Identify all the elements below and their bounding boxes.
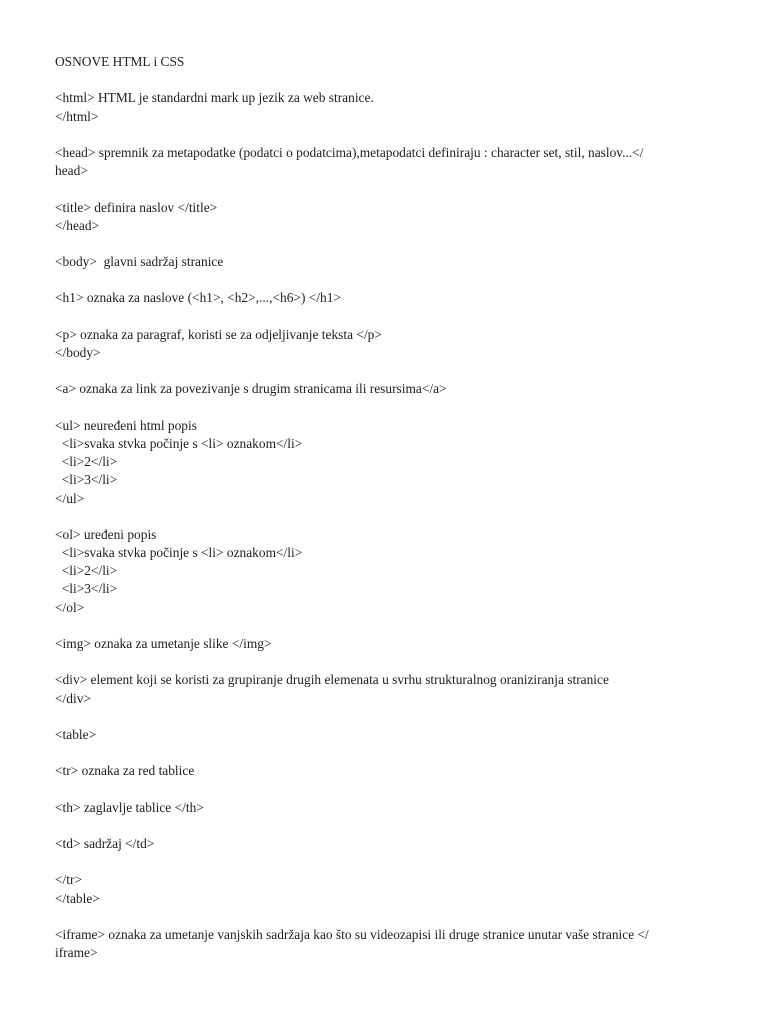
text-line: </body>	[55, 345, 101, 360]
text-line: <tr> oznaka za red tablice	[55, 763, 195, 779]
text-line: </head>	[55, 217, 100, 233]
text-line: </ol>	[55, 599, 85, 615]
text-line: <iframe> oznaka za umetanje vanjskih sadržaja kao što su videozapisi ili druge stranice unutar vaše stranice </	[55, 927, 649, 942]
text-section	[55, 199, 725, 235]
text-line: <li>2</li>	[55, 454, 118, 470]
paragraph-gap	[55, 508, 725, 526]
text-section	[55, 526, 725, 617]
text-line: <th> zaglavlje tablice </th>	[55, 799, 204, 815]
text-section	[55, 417, 725, 508]
paragraph-gap	[55, 853, 725, 871]
paragraph-gap	[55, 781, 725, 799]
text-line: <title> definira naslov </title>	[55, 199, 218, 215]
text-line: <td> sadržaj </td>	[55, 836, 155, 852]
text-section	[55, 144, 725, 180]
text-line: <img> oznaka za umetanje slike </img>	[55, 636, 272, 651]
paragraph-gap	[55, 362, 725, 380]
paragraph-gap	[55, 180, 725, 198]
text-section	[55, 326, 725, 362]
text-line: <div> element koji se koristi za grupiranje drugih elemenata u svrhu strukturalnog oraniziranja stranice	[55, 672, 609, 688]
paragraph-gap	[55, 908, 725, 926]
document-title: OSNOVE HTML i CSS	[55, 54, 185, 69]
text-section	[55, 89, 725, 125]
text-line: <p> oznaka za paragraf, koristi se za odjeljivanje teksta </p>	[55, 326, 382, 342]
text-line: <h1> oznaka za naslove (<h1>, <h2>,...,<h6>) </h1>	[55, 290, 341, 306]
text-section	[55, 799, 725, 817]
text-line: <li>3</li>	[55, 581, 118, 597]
text-section	[55, 726, 725, 744]
text-line: </ul>	[55, 490, 85, 506]
text-line: <a> oznaka za link za povezivanje s drugim stranicama ili resursima</a>	[55, 381, 447, 397]
text-section	[55, 289, 725, 307]
paragraph-gap	[55, 126, 725, 144]
text-line: iframe>	[55, 945, 98, 961]
text-section	[55, 762, 725, 780]
text-line: </table>	[55, 890, 100, 906]
text-line: <html> HTML je standardni mark up jezik za web stranice.	[55, 90, 374, 106]
paragraph-gap	[55, 817, 725, 835]
text-line: </tr>	[55, 872, 83, 888]
paragraph-gap	[55, 71, 725, 89]
text-section	[55, 671, 725, 707]
paragraph-gap	[55, 653, 725, 671]
text-section	[55, 835, 725, 853]
text-section	[55, 926, 725, 962]
paragraph-gap	[55, 744, 725, 762]
text-line: </html>	[55, 108, 99, 124]
text-line: <li>2</li>	[55, 563, 118, 579]
paragraph-gap	[55, 708, 725, 726]
text-line: <li>svaka stvka počinje s <li> oznakom</li>	[55, 435, 303, 451]
text-line: </div>	[55, 690, 91, 706]
paragraph-gap	[55, 271, 725, 289]
text-section	[55, 253, 725, 271]
document-body	[55, 53, 725, 962]
text-line: <li>svaka stvka počinje s <li> oznakom</li>	[55, 545, 303, 561]
text-line: <ol> uređeni popis	[55, 526, 157, 542]
text-section	[55, 871, 725, 907]
text-line: <body> glavni sadržaj stranice	[55, 254, 224, 270]
text-section	[55, 635, 725, 653]
text-section	[55, 380, 725, 398]
paragraph-gap	[55, 308, 725, 326]
text-line: <head> spremnik za metapodatke (podatci o podatcima),metapodatci definiraju : character set, stil, naslov...</	[55, 144, 644, 160]
text-line: <li>3</li>	[55, 472, 118, 488]
paragraph-gap	[55, 617, 725, 635]
text-line: <table>	[55, 726, 97, 742]
paragraph-gap	[55, 235, 725, 253]
text-line: <ul> neuređeni html popis	[55, 417, 197, 433]
text-line: head>	[55, 163, 88, 179]
paragraph-gap	[55, 399, 725, 417]
